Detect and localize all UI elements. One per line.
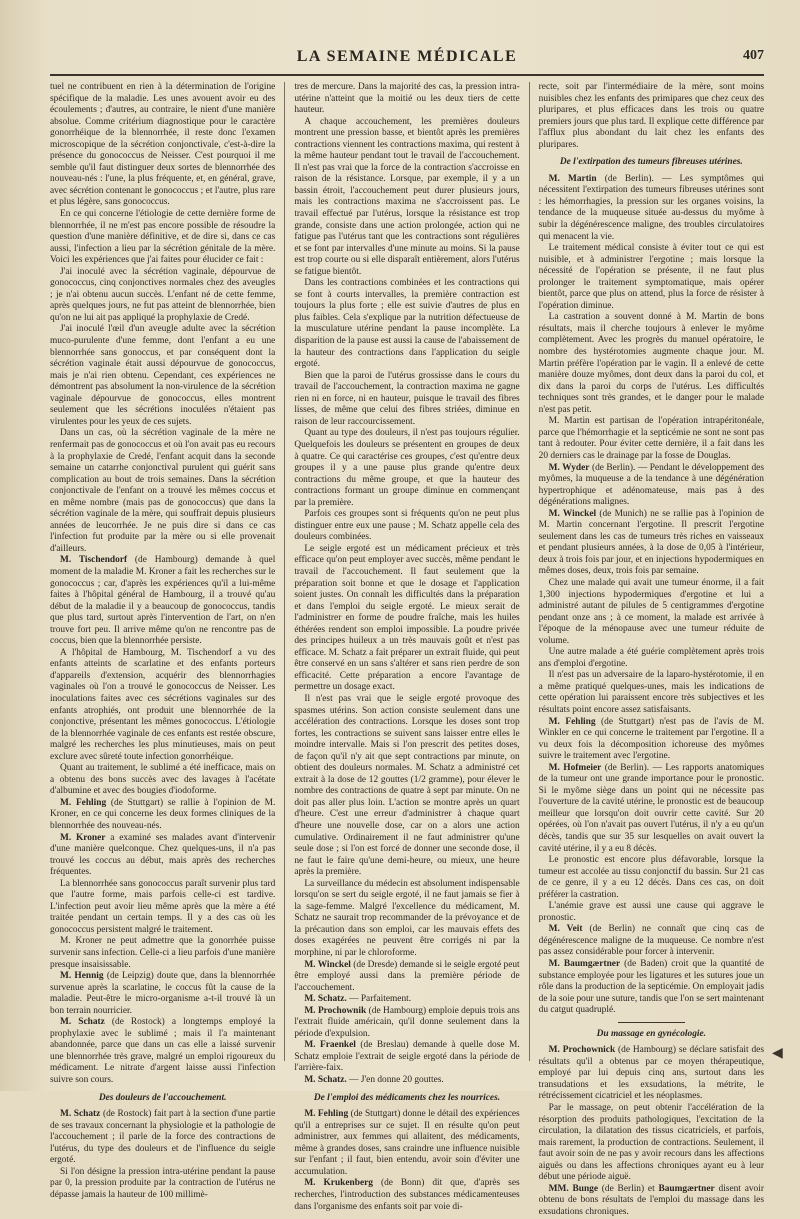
column-divider xyxy=(284,82,285,1061)
paragraph xyxy=(539,924,764,959)
section-heading: De l'extirpation des tumeurs fibreuses utérines. xyxy=(559,157,743,168)
paragraph: tuel ne contribuent en rien à la détermination de l'origine spécifique de la maladie. Les unes avouent avoir eu des écoulements ; d'autres, au contraire, le nient d'une manière absolue. Comme critérium diagnostique pour le caractère gonorrhéique de la blennorrhée, il reste donc l'examen microscopique de la sécrétion conjonctivale, c'est-à-dire la présence du gonococcus de Neisser. C'est pourquoi il me semble qu'il faut distinguer deux sortes de blennorrhée des nouveau-nés : l'une, la plus fréquente, et, en général, grave, avec sécrétion contenant le gonococcus ; et l'autre, plus rare et plus légère, sans gonococcus. xyxy=(50,82,276,208)
paragraph: Quant au traitement, le sublimé a été inefficace, mais on a obtenu des bons succès avec des lavages à l'acétate d'albumine et avec des bougies d'iodoforme. xyxy=(50,763,276,797)
section-heading: Des douleurs de l'accouchement. xyxy=(98,1092,227,1103)
paragraph: Quant au type des douleurs, il n'est pas toujours régulier. Quelquefois les douleurs se présentent en groupes de deux à quatre. Ce qui caractérise ces groupes, c'est qu'entre deux groupes il y a une pause plus grande qu'entre deux contractions du même groupe, et que la hauteur des contractions formant un groupe diminue en commençant par la première. xyxy=(294,428,520,508)
speaker-name: M. Prochownik xyxy=(304,1005,367,1016)
paragraph: A l'hôpital de Hambourg, M. Tischendorf a vu des enfants atteints de scarlatine et des enfants porteurs d'appareils d'extension, acquérir des blennorrhagies vaginales où l'on a trouvé le gonococcus de Neisser. Les inoculations faites avec ces sécrétions vaginales sur des enfants atrophiés, ont produit une blennorrhée de la conjonctive, présentant les mêmes gonococcus. L'étiologie de la blennorrhée vaginale de ces enfants est restée obscure, malgré les recherches les plus minutieuses, mais on peut exclure avec sûreté toute infection gonorrhéique. xyxy=(50,647,276,762)
paragraph: Si l'on désigne la pression intra-utérine pendant la pause par 0, la pression produite par la contraction de l'utérus ne dépasse jamais la hauteur de 100 millimè- xyxy=(50,1166,276,1200)
paragraph xyxy=(294,1178,519,1213)
paragraph xyxy=(294,960,519,995)
speaker-name: M. Baumgærtner xyxy=(548,959,621,970)
page-edge-arrow-icon: ◀ xyxy=(772,1046,783,1061)
speaker-name: M. Fraenkel xyxy=(304,1040,356,1051)
column-2 xyxy=(294,82,520,1212)
paragraph: Le traitement médical consiste à éviter tout ce qui est nuisible, et à administrer l'ergotine ; mais lorsque la nécessité de l'opération se présente, il ne faut plus prolonger le traitement symptomatique, mais opérer bientôt, parce que plus on attend, plus la force de résister à l'opération diminue. xyxy=(538,243,764,311)
page-number: 407 xyxy=(743,48,764,63)
speaker-name: MM. Bunge xyxy=(548,1183,599,1194)
paragraph xyxy=(539,717,764,763)
speaker-name: M. Fehling xyxy=(60,797,107,808)
paragraph-text: (de Stuttgart) se rallie à l'opinion de M. Kroner, en ce qui concerne les deux formes cliniques de la blennorrhée des nouveau-nés. xyxy=(50,797,276,831)
journal-title: LA SEMAINE MÉDICALE xyxy=(296,48,518,65)
text-columns xyxy=(50,82,764,1217)
page-header xyxy=(50,46,764,76)
paragraph: Parfois ces groupes sont si fréquents qu'on ne peut plus distinguer entre eux une pause ; M. Schatz appelle cela des douleurs combinées. xyxy=(294,509,520,543)
paragraph: L'anémie grave est aussi une cause qui aggrave le pronostic. xyxy=(538,901,764,923)
paragraph-text: (de Berlin). — Les symptômes qui nécessitent l'extirpation des tumeurs fibreuses utérines sont : les hémorrhagies, la pression sur les organes voisins, la tendance de la muqueuse située au-dessus du myôme à subir la dégénérescence maligne, des troubles circulatoires qui menacent la vie. xyxy=(538,173,764,242)
speaker-name: M. Krukenberg xyxy=(304,1178,373,1189)
paragraph-text: (de Berlin). — Pendant le développement des myômes, la muqueuse a de la tendance à une dégénération hypertrophique et adénomateuse, mais pas à des dégénérations malignes. xyxy=(538,462,764,508)
paragraph-text: (de Hambourg) demande à quel moment de la maladie M. Kroner a fait les recherches sur le gonococcus ; car, d'après les expériences qu'il a lui-même faites à l'hôpital général de Hambourg, il a trouvé qu'au début de la maladie il y a beaucoup de gonococcus, tandis que plus tard, surtout après l'intervention de l'art, on n'en trouve fort peu. Il arrive même qu'on ne rencontre pas de coccus, bien que la blennorrhée persiste. xyxy=(50,555,276,647)
column-divider xyxy=(529,82,530,1061)
speaker-name: M. Schatz xyxy=(60,1109,101,1120)
column-1 xyxy=(50,82,276,1200)
paragraph xyxy=(294,994,519,1006)
paragraph-text: (de Breslau) demande à quelle dose M. Schatz emploie l'extrait de seigle ergoté dans la période de l'arrière-faix. xyxy=(294,1040,520,1074)
paragraph xyxy=(294,1075,519,1087)
paragraph-text: a examiné ses malades avant d'intervenir d'une manière quelconque. Chez quelques-uns, il n'a pas trouvé les coccus au début, mais après des recherches fréquentes. xyxy=(50,832,276,878)
speaker-name: M. Veit xyxy=(548,924,583,935)
paragraph-text: (de Hambourg) se déclare satisfait des résultats qu'il a obtenus par ce moyen thérapeutique, employé par lui depuis cinq ans, surtout dans les transudations et les exsudations, la métrite, le rétrécissement cicatriciel et les néoplasmes. xyxy=(538,1045,764,1102)
paragraph: Il n'est pas vrai que le seigle ergoté provoque des spasmes utérins. Son action consiste seulement dans une accélération des contractions. Lorsque les doses sont trop fortes, les contractions se suivent sans laisser entre elles le moindre intervalle. Mais si l'on prescrit des petites doses, de façon qu'il n'y ait que sept contractions par minute, on obtient des douleurs normales. M. Schatz a administré cet extrait à la dose de 12 gouttes (1/2 gramme), pour élever le nombre des contractions de quatre à sept par minute. On ne doit pas aller plus loin. L'action se montre après un quart d'heure. C'est une erreur d'administrer à chaque quart d'heure une nouvelle dose, car on a alors une action cumulative. Ordinairement il ne faut administrer qu'une seule dose ; si l'on est forcé de donner une seconde dose, il ne faut le faire qu'une demi-heure, ou mieux, une heure après la première. xyxy=(294,693,520,878)
paragraph: Chez une malade qui avait une tumeur énorme, il a fait 1,300 injections hypodermiques d'ergotine et lui a administré autant de pilules de 5 centigrammes d'ergotine pendant onze ans ; à ce moment, la malade est arrivée à l'époque de la ménopause avec une tumeur réduite de volume. xyxy=(538,577,764,646)
paragraph-text: — Parfaitement. xyxy=(346,994,412,1005)
speaker-name: M. Tischendorf xyxy=(60,555,128,566)
paragraph: Dans un cas, où la sécrétion vaginale de la mère ne renfermait pas de gonococcus et où l'on avait pas eu recours à la prophylaxie de Credé, l'enfant acquit dans la seconde semaine un catarrhe conjonctival purulent qui guérit sans complication au bout de trois semaines. Dans la sécrétion conjonctivale de l'enfant on a trouvé les mêmes coccus et en même nombre (mais pas de gonococcus) que dans la sécrétion vaginale de la mère, qui souffrait depuis plusieurs années de leucorrhée. Je ne puis dire si dans ce cas l'infection fut produite par la mère ou si elle provenait d'ailleurs. xyxy=(50,428,276,554)
paragraph xyxy=(539,1045,764,1103)
paragraph xyxy=(539,463,764,509)
speaker-name: M. Prochownick xyxy=(548,1045,616,1056)
paragraph xyxy=(50,555,275,647)
section-rule xyxy=(618,1022,686,1023)
paragraph: En ce qui concerne l'étiologie de cette dernière forme de blennorrhée, il ne m'est pas encore possible de résoudre la question d'une manière définitive, et de dire si, dans ce cas aussi, l'infection a lieu par la sécrétion génitale de la mère. Voici les expériences que j'ai faites pour élucider ce fait : xyxy=(50,209,276,266)
speaker-name: M. Martin xyxy=(548,173,597,184)
paragraph: J'ai inoculé l'œil d'un aveugle adulte avec la sécrétion muco-purulente d'une femme, dont l'enfant a eu une blennorrhée sans gonoccus, et par conséquent dont la sécrétion vaginale était aussi dépourvue de gonococcus, mais je n'ai rien obtenu. Cependant, ces expériences ne démontrent pas absolument la non-virulence de la sécrétion vaginale dépourvue de gonococcus, elles montrent seulement que les sécrétions inoculées n'étaient pas virulentes pour les yeux de ces sujets. xyxy=(50,324,276,427)
paragraph xyxy=(539,509,764,578)
speaker-name: M. Hennig xyxy=(60,971,104,982)
paragraph: La blennorrhée sans gonococcus paraît survenir plus tard que l'autre forme, mais parfois celle-ci est tardive. L'infection peut avoir lieu même après que la mère a été traitée pendant un certain temps. Il y a des cas où les gonococcus persistent malgré le traitement. xyxy=(50,878,276,935)
paragraph-text: (de Rostock) a longtemps employé la prophylaxie avec le sublimé ; mais il l'a maintenant abandonnée, parce que dans un cas elle a laissé survenir une blennorrhée très grave, malgré un emploi rigoureux du médicament. Le nitrate d'argent laisse aussi l'infection suivre son cours. xyxy=(50,1017,276,1086)
paragraph: Une autre malade a été guérie complètement après trois ans d'emploi d'ergotine. xyxy=(538,647,764,669)
paragraph-text: (de Leipzig) doute que, dans la blennorrhée survenue après la scarlatine, le coccus fût la cause de la maladie. Peut-être le micro-organisme a-t-il trouvé là un bon terrain nourricier. xyxy=(50,971,276,1016)
speaker-name: M. Wyder xyxy=(548,462,590,473)
paragraph-text: (de Berlin) xyxy=(598,1183,648,1194)
paragraph xyxy=(294,1006,519,1041)
paragraph: M. Martin est partisan de l'opération intrapéritonéale, parce que l'hémorrhagie et la septicémie ne sont ne sont pas tant à redouter. Pour éviter cette dernière, il a fait dans les 20 derniers cas le drainage par la fosse de Douglas. xyxy=(538,416,764,461)
paragraph xyxy=(294,1109,519,1178)
paragraph-text: (de Bonn) dit que, d'après ses recherches, l'introduction des substances médicamenteuses dans l'organisme des enfants soit par voie di- xyxy=(294,1178,520,1212)
paragraph xyxy=(50,1109,275,1167)
column-3 xyxy=(538,82,764,1217)
paragraph xyxy=(294,1040,519,1075)
paragraph: La castration a souvent donné à M. Martin de bons résultats, mais il cherche toujours à enlever le myôme complètement. Avec les progrès du manuel opératoire, le nombre des hystérotomies augmente chaque jour. M. Martin préfère l'opération par le vagin. Il a enlevé de cette manière douze myômes, dont deux dans la paroi du col, et dix dans la paroi du corps de l'utérus. Les difficultés techniques sont très grandes, et le danger pour le malade n'est pas petit. xyxy=(538,312,764,415)
speaker-name: M. Schatz. xyxy=(304,994,347,1005)
speaker-name: M. Hofmeier xyxy=(548,762,602,773)
paragraph xyxy=(50,971,275,1017)
paragraph xyxy=(539,763,764,855)
speaker-name: M. Kroner xyxy=(60,832,106,843)
paragraph: La surveillance du médecin est absolument indispensable lorsqu'on se sert du seigle ergoté, il ne faut jamais se fier à la sage-femme. Malgré l'excellence du médicament, M. Schatz ne saurait trop recommander de la prévoyance et de la précaution dans son emploi, car les mauvais effets des doses exagérées ne peuvent être corrigés ni par la morphine, ni par le chloroforme. xyxy=(294,878,520,959)
speaker-name: M. Fehling xyxy=(304,1109,349,1120)
paragraph: J'ai inoculé avec la sécrétion vaginale, dépourvue de gonococcus, cinq conjonctives normales chez des aveugles ; je n'ai obtenu aucun succès. L'enfant né de cette femme, après quelques jours, ne fut pas atteint de blennorrhée, bien qu'on ne lui ait pas appliqué la prophylaxie de Credé. xyxy=(50,266,276,323)
paragraph-text: (de Hambourg) emploie depuis trois ans l'extrait fluide américain, qu'il donne seulement dans la période d'expulsion. xyxy=(294,1005,520,1039)
paragraph-text: et xyxy=(647,1183,659,1194)
paragraph-text: (de Berlin). — Les rapports anatomiques de la tumeur ont une grande importance pour le pronostic. Si le myôme siège dans un point qui ne nécessite pas l'ouverture de la cavité utérine, le pronostic est de beaucoup meilleur que lorsqu'on doit ouvrir cette cavité. Sur 20 opérées, où l'on n'avait pas ouvert l'utérus, il n'y a eu qu'un décès, tandis que sur 35 sur lesquelles on avait ouvert la cavité utérine, il y a eu 8 décès. xyxy=(538,762,764,854)
paragraph-text: (de Stuttgart) n'est pas de l'avis de M. Winkler en ce qui concerne le traitement par l'ergotine. Il a vu deux fois la décomposition ichoreuse des myômes suivre le traitement avec l'ergotine. xyxy=(538,716,764,762)
paragraph: Le pronostic est encore plus défavorable, lorsque la tumeur est accolée au tissu conjonctif du bassin. Sur 21 cas de ce genre, il y a eu 12 décès. Dans ces cas, on doit préférer la castration. xyxy=(538,855,764,900)
paragraph: Dans les contractions combinées et les contractions qui se font à courts intervalles, la première contraction est toujours la plus forte ; elle est suivie d'autres de plus en plus faibles. Cela s'explique par la nutrition défectueuse de la musculature utérine pendant la pause incomplète. La disparition de la pause est aussi la cause de l'abaissement de la hauteur des contractions dans l'application du seigle ergoté. xyxy=(294,278,520,370)
section-heading: De l'emploi des médicaments chez les nourrices. xyxy=(313,1092,501,1103)
paragraph xyxy=(539,1184,764,1219)
paragraph: tres de mercure. Dans la majorité des cas, la pression intra-utérine n'atteint que la moitié ou les deux tiers de cette hauteur. xyxy=(294,82,520,116)
paragraph-text: disent avoir obtenu de bons résultats de l'emploi du massage dans les exsudations chroniques. xyxy=(538,1183,764,1217)
paragraph: recte, soit par l'intermédiaire de la mère, sont moins nuisibles chez les enfants des primipares que chez ceux des pluripares, et plus efficaces dans les trois ou quatre premiers jours que plus tard. Il explique cette différence par l'afflux plus abondant du lait chez les enfants des pluripares. xyxy=(538,82,764,150)
paragraph: Le seigle ergoté est un médicament précieux et très efficace qu'on peut employer avec succès, même pendant le travail de l'accouchement. Il faut seulement que la préparation soit bonne et que le dosage et l'application soient justes. On connaît les difficultés dans la préparation et dans l'emploi du seigle ergoté. Le mieux serait de l'administrer en forme de poudre fraîche, mais les huiles éthérées rendent son emploi impossible. La poudre privée des principes huileux a un très mauvais goût et n'est pas efficace. M. Schatz a fait préparer un extrait fluide, qui peut être conservé en un sans s'altérer et sans rien perdre de son efficacité. Cette préparation a encore l'avantage de permettre un dosage exact. xyxy=(294,543,520,693)
speaker-name: M. Schatz. xyxy=(304,1075,347,1086)
speaker-name: M. Fehling xyxy=(548,716,596,727)
paragraph: Bien que la paroi de l'utérus grossisse dans le cours du travail de l'accouchement, la contraction maxima ne gagne rien ni en force, ni en hauteur, puisque le travail des fibres lisses, de même que celui des fibres striées, diminue en raison de leur raccourcissement. xyxy=(294,370,520,427)
paragraph xyxy=(50,833,275,879)
paragraph-text: (de Stuttgart) donne le détail des expériences qu'il a entreprises sur ce sujet. Il en résulte qu'on peut administrer, aux femmes qui allaitent, des médicaments, même à grandes doses, sans craindre une influence nuisible sur l'enfant ; il faut, bien entendu, avoir soin d'éviter une accumulation. xyxy=(294,1109,520,1177)
paragraph-text: (de Rostock) fait part à la section d'une partie de ses travaux concernant la physiologie et la pathologie de l'accouchement ; il parle de la force des contractions de l'utérus, du type des douleurs et de l'influence du seigle ergoté. xyxy=(50,1109,276,1166)
paragraph: Par le massage, on peut obtenir l'accélération de la résorption des produits pathologiques, l'excitation de la circulation, la dilatation des tissus cicatriciels, et parfois, mais rarement, la production de contractions. Seulement, il faut avoir soin de ne pas y avoir recours dans les affections aiguës ou dans les affections chroniques ayant eu à leur début une période aiguë. xyxy=(538,1103,764,1183)
paragraph xyxy=(539,959,764,1017)
section-heading: Du massage en gynécologie. xyxy=(596,1028,706,1039)
paragraph: A chaque accouchement, les premières douleurs montrent une pression basse, et bientôt après les premières contractions viennent les contractions maxima, qui restent à la même hauteur pendant tout le travail de l'accouchement. Il n'est pas vrai que la force de la contraction s'accroisse en raison de la résistance. Lorsque, par exemple, il y a un bassin étroit, l'accouchement peut durer plusieurs jours, mais les contractions maxima ne s'accroissent pas. Le travail effectué par l'utérus, lorsque la résistance est trop grande, consiste dans une action prolongée, action qui ne fatigue pas l'utérus tant que les contractions sont régulières et se font par intervalles d'une minute au moins. Si la pause est trop courte ou si elle disparaît entièrement, alors l'utérus se fatigue bientôt. xyxy=(294,116,520,277)
paragraph xyxy=(539,174,764,243)
paragraph-text: (de Berlin) ne connaît que cinq cas de dégénérescence maligne de la muqueuse. Ce nombre n'est pas assez considérable pour forcer à intervenir. xyxy=(538,924,764,958)
speaker-name: M. Winckel xyxy=(548,508,597,519)
speaker-name: M. Schatz xyxy=(60,1017,105,1028)
paragraph-text: (de Munich) ne se rallie pas à l'opinion de M. Martin concernant l'ergotine. Il prescrit l'ergotine seulement dans les cas de tumeurs très riches en vaisseaux et pendant plusieurs années, à la dose de 0,05 à l'intérieur, deux à trois fois par jour, et en injections hypodermiques en mêmes doses, deux, trois fois par semaine. xyxy=(538,508,764,577)
speaker-name: Baumgærtner xyxy=(658,1183,715,1194)
paragraph xyxy=(50,1017,275,1086)
paragraph: Il n'est pas un adversaire de la laparo-hystérotomie, il en a même pratiqué quelques-unes, mais les indications de cette opération lui paraissent encore très subjectives et les résultats point encore assez satisfaisants. xyxy=(538,670,764,715)
paragraph-text: (de Baden) croit que la quantité de substance employée pour les ligatures et les sutures joue un rôle dans la production de la septicémie. On employait jadis de la soie pour une suture, tandis que l'on se sert maintenant du catgut quadruplé. xyxy=(538,959,764,1016)
paragraph-text: (de Dresde) demande si le seigle ergoté peut être employé aussi dans la première période de l'accouchement. xyxy=(294,959,520,993)
paragraph xyxy=(50,798,275,833)
speaker-name: M. Winckel xyxy=(304,959,351,970)
paragraph: M. Kroner ne peut admettre que la gonorrhée puisse survenir sans infection. Celle-ci a lieu parfois d'une manière presque insaisissable. xyxy=(50,936,276,970)
paragraph-text: — J'en donne 20 gouttes. xyxy=(346,1075,444,1086)
